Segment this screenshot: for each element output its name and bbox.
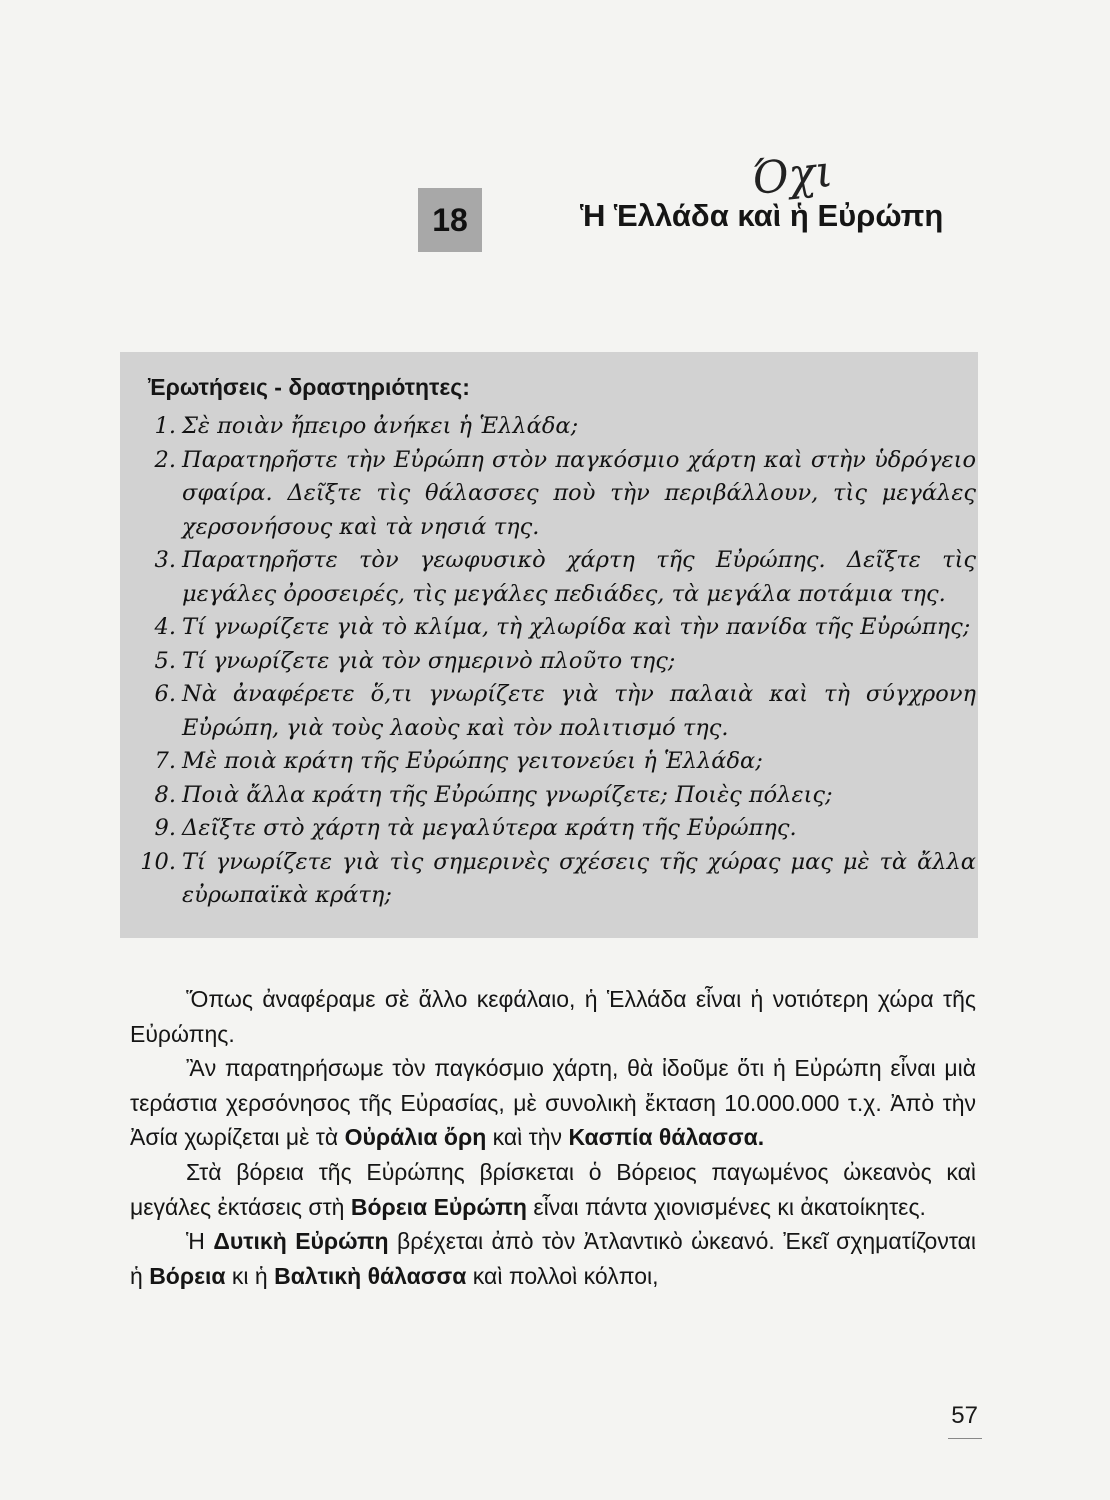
- question-item: [130, 779, 976, 813]
- question-number: 6.: [154, 681, 176, 707]
- term-baltic-sea: Βαλτικὴ θάλασσα: [274, 1262, 467, 1289]
- body-text: [130, 982, 976, 1293]
- paragraph-text: Ὅπως ἀναφέραμε σὲ ἄλλο κεφάλαιο, ἡ Ἑλλάδα εἶναι ἡ νοτιότερη χώρα τῆς Εὐρώπης.: [130, 986, 976, 1047]
- term-caspian-sea: Κασπία θάλασσα.: [568, 1124, 765, 1151]
- chapter-number-box: [418, 188, 482, 252]
- term-ural-mountains: Οὐράλια ὄρη: [344, 1124, 487, 1151]
- paragraph-text: εἶναι πάντα χιονισμένες κι ἀκατοίκητες.: [526, 1193, 926, 1220]
- question-item: [130, 846, 976, 913]
- questions-heading: Ἐρωτήσεις - δραστηριότητες:: [148, 374, 470, 400]
- question-item: [130, 611, 976, 645]
- paragraph-text: Ἡ: [186, 1228, 214, 1255]
- question-text: Σὲ ποιὰν ἤπειρο ἀνήκει ἡ Ἑλλάδα;: [182, 413, 579, 439]
- page-number: 57: [951, 1402, 978, 1429]
- question-text: Νὰ ἀναφέρετε ὅ,τι γνωρίζετε γιὰ τὴν παλαιὰ καὶ τὴ σύγχρονη Εὐρώπη, γιὰ τοὺς λαοὺς καὶ τὸν πολιτισμό της.: [182, 681, 976, 741]
- question-text: Δεῖξτε στὸ χάρτη τὰ μεγαλύτερα κράτη τῆς Εὐρώπης.: [182, 815, 797, 841]
- question-number: 1.: [154, 413, 176, 439]
- paragraph-intro: [130, 982, 976, 1051]
- question-number: 2.: [154, 446, 176, 473]
- question-text: Τί γνωρίζετε γιὰ τὸν σημερινὸ πλοῦτο της;: [182, 647, 676, 674]
- page-number-rule: [948, 1438, 982, 1439]
- question-number: 4.: [154, 614, 176, 640]
- question-number: 9.: [154, 815, 176, 841]
- question-number: 10.: [140, 848, 176, 875]
- question-text: Τί γνωρίζετε γιὰ τὶς σημερινὲς σχέσεις τῆς χώρας μας μὲ τὰ ἄλλα εὐρωπαϊκὰ κράτη;: [182, 848, 976, 908]
- question-text: Ποιὰ ἄλλα κράτη τῆς Εὐρώπης γνωρίζετε; Ποιὲς πόλεις;: [182, 781, 833, 808]
- question-number: 3.: [154, 547, 176, 573]
- question-text: Τί γνωρίζετε γιὰ τὸ κλίμα, τὴ χλωρίδα καὶ τὴν πανίδα τῆς Εὐρώπης;: [182, 614, 971, 640]
- paragraph-north: [130, 1155, 976, 1224]
- question-item: [130, 745, 976, 779]
- term-north-europe: Βόρεια Εὐρώπη: [350, 1193, 527, 1220]
- question-text: Μὲ ποιὰ κράτη τῆς Εὐρώπης γειτονεύει ἡ Ἑλλάδα;: [182, 748, 763, 774]
- handwritten-note: Όχι: [749, 145, 836, 206]
- term-west-europe: Δυτικὴ Εὐρώπη: [213, 1228, 389, 1255]
- paragraph-text: κι ἡ: [225, 1262, 275, 1289]
- chapter-number: 18: [432, 201, 468, 238]
- question-item: [130, 544, 976, 611]
- question-number: 8.: [154, 781, 176, 808]
- question-item: [130, 645, 976, 679]
- question-text: Παρατηρῆστε τὸν γεωφυσικὸ χάρτη τῆς Εὐρώπης. Δεῖξτε τὶς μεγάλες ὀροσειρές, τὶς μεγάλες πεδιάδες, τὰ μεγάλα ποτάμια της.: [182, 547, 976, 607]
- question-item: [130, 812, 976, 846]
- term-north-sea: Βόρεια: [149, 1262, 226, 1289]
- question-item: [130, 444, 976, 545]
- paragraph-text: βρέχεται ἀπὸ τὸν Ἀτλαντικὸ ὠκεανό. Ἐκεῖ σχηματίζονται ἡ: [130, 1228, 976, 1289]
- paragraph-west: [130, 1224, 976, 1293]
- paragraph-text: καὶ τὴν: [486, 1124, 569, 1151]
- paragraph-eurasia: [130, 1051, 976, 1155]
- paragraph-text: καὶ πολλοὶ κόλποι,: [466, 1262, 659, 1289]
- question-item: [130, 678, 976, 745]
- chapter-title: Ἡ Ἑλλάδα καὶ ἡ Εὐρώπη: [580, 198, 944, 233]
- question-number: 5.: [154, 647, 176, 674]
- paragraph-text: Ἂν παρατηρήσωμε τὸν παγκόσμιο χάρτη, θὰ ἰδοῦμε ὅτι ἡ Εὐρώπη εἶναι μιὰ τεράστια χερσόνησος τῆς Εὐρασίας, μὲ συνολικὴ ἔκταση 10.000.000 τ.χ. Ἀπὸ τὴν Ἀσία χωρίζεται μὲ τὰ: [130, 1055, 976, 1151]
- question-number: 7.: [154, 748, 176, 774]
- questions-list: [130, 410, 976, 913]
- question-text: Παρατηρῆστε τὴν Εὐρώπη στὸν παγκόσμιο χάρτη καὶ στὴν ὑδρόγειο σφαίρα. Δεῖξτε τὶς θάλασσες ποὺ τὴν περιβάλλουν, τὶς μεγάλες χερσονήσους καὶ τὰ νησιά της.: [182, 446, 976, 540]
- paragraph-text: Στὰ βόρεια τῆς Εὐρώπης βρίσκεται ὁ Βόρειος παγωμένος ὠκεανὸς καὶ μεγάλες ἐκτάσεις στὴ: [130, 1158, 976, 1220]
- question-item: [130, 410, 976, 444]
